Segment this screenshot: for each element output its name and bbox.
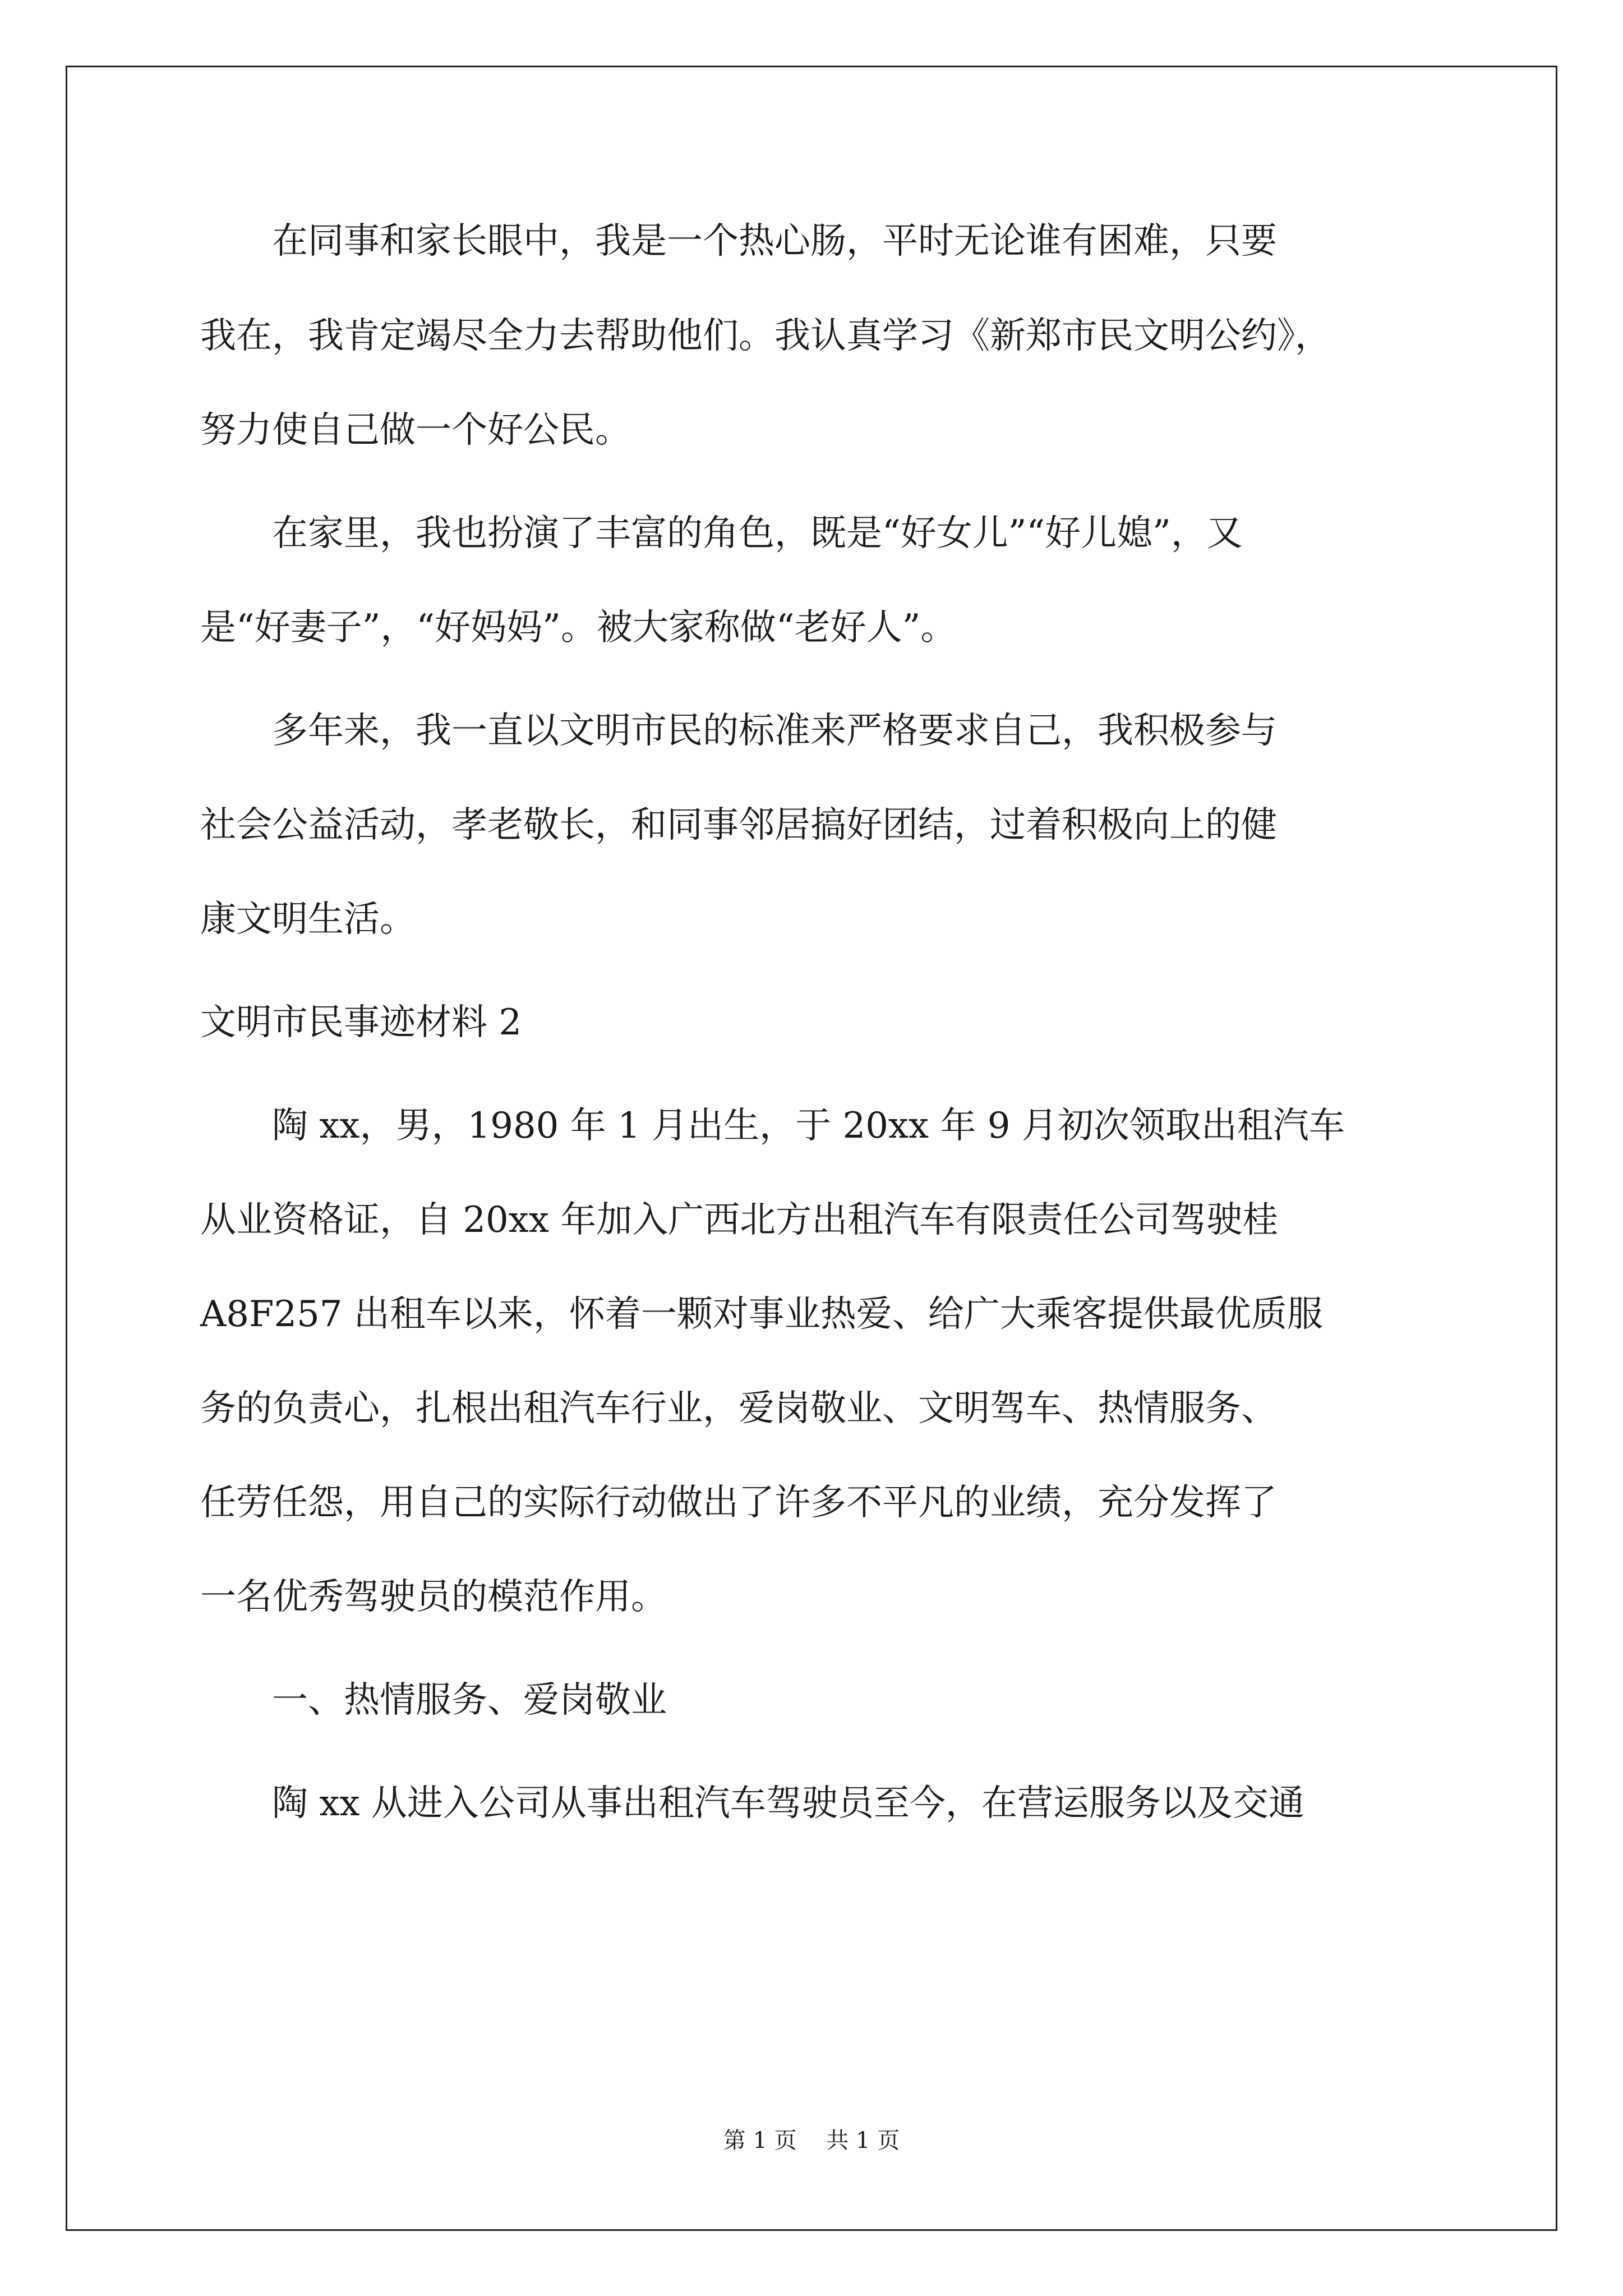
page-number-footer: 第 1 页 共 1 页	[723, 2128, 900, 2154]
text-line: A8F257 出租车以来，怀着一颗对事业热爱、给广大乘客提供最优质服	[200, 1294, 1323, 1335]
section-heading: 文明市民事迹材料 2	[200, 1002, 522, 1043]
text-line: 务的负责心，扎根出租汽车行业，爱岗敬业、文明驾车、热情服务、	[200, 1388, 1277, 1429]
text-line: 陶 xx 从进入公司从事出租汽车驾驶员至今，在营运服务以及交通	[200, 1783, 1304, 1824]
text-line: 康文明生活。	[200, 899, 416, 940]
page-border	[66, 66, 1557, 2231]
text-line: 我在，我肯定竭尽全力去帮助他们。我认真学习《新郑市民文明公约》，	[200, 315, 1331, 357]
text-line: 一名优秀驾驶员的模范作用。	[200, 1576, 667, 1618]
text-line: 社会公益活动，孝老敬长，和同事邻居搞好团结，过着积极向上的健	[200, 804, 1277, 846]
text-line: 多年来，我一直以文明市民的标准来严格要求自己，我积极参与	[200, 710, 1277, 752]
text-line: 任劳任怨，用自己的实际行动做出了许多不平凡的业绩，充分发挥了	[200, 1482, 1277, 1524]
text-line: 在家里，我也扮演了丰富的角色，既是“好女儿”“好儿媳”，又	[200, 513, 1243, 554]
text-line: 在同事和家长眼中，我是一个热心肠，平时无论谁有困难，只要	[200, 220, 1277, 262]
text-line: 努力使自己做一个好公民。	[200, 409, 631, 451]
text-line: 陶 xx，男，1980 年 1 月出生，于 20xx 年 9 月初次领取出租汽车	[200, 1105, 1345, 1147]
text-line: 是“好妻子”，“好妈妈”。被大家称做“老好人”。	[200, 607, 957, 648]
text-line: 从业资格证，自 20xx 年加入广西北方出租汽车有限责任公司驾驶桂	[200, 1199, 1279, 1241]
subsection-heading: 一、热情服务、爱岗敬业	[200, 1680, 667, 1721]
